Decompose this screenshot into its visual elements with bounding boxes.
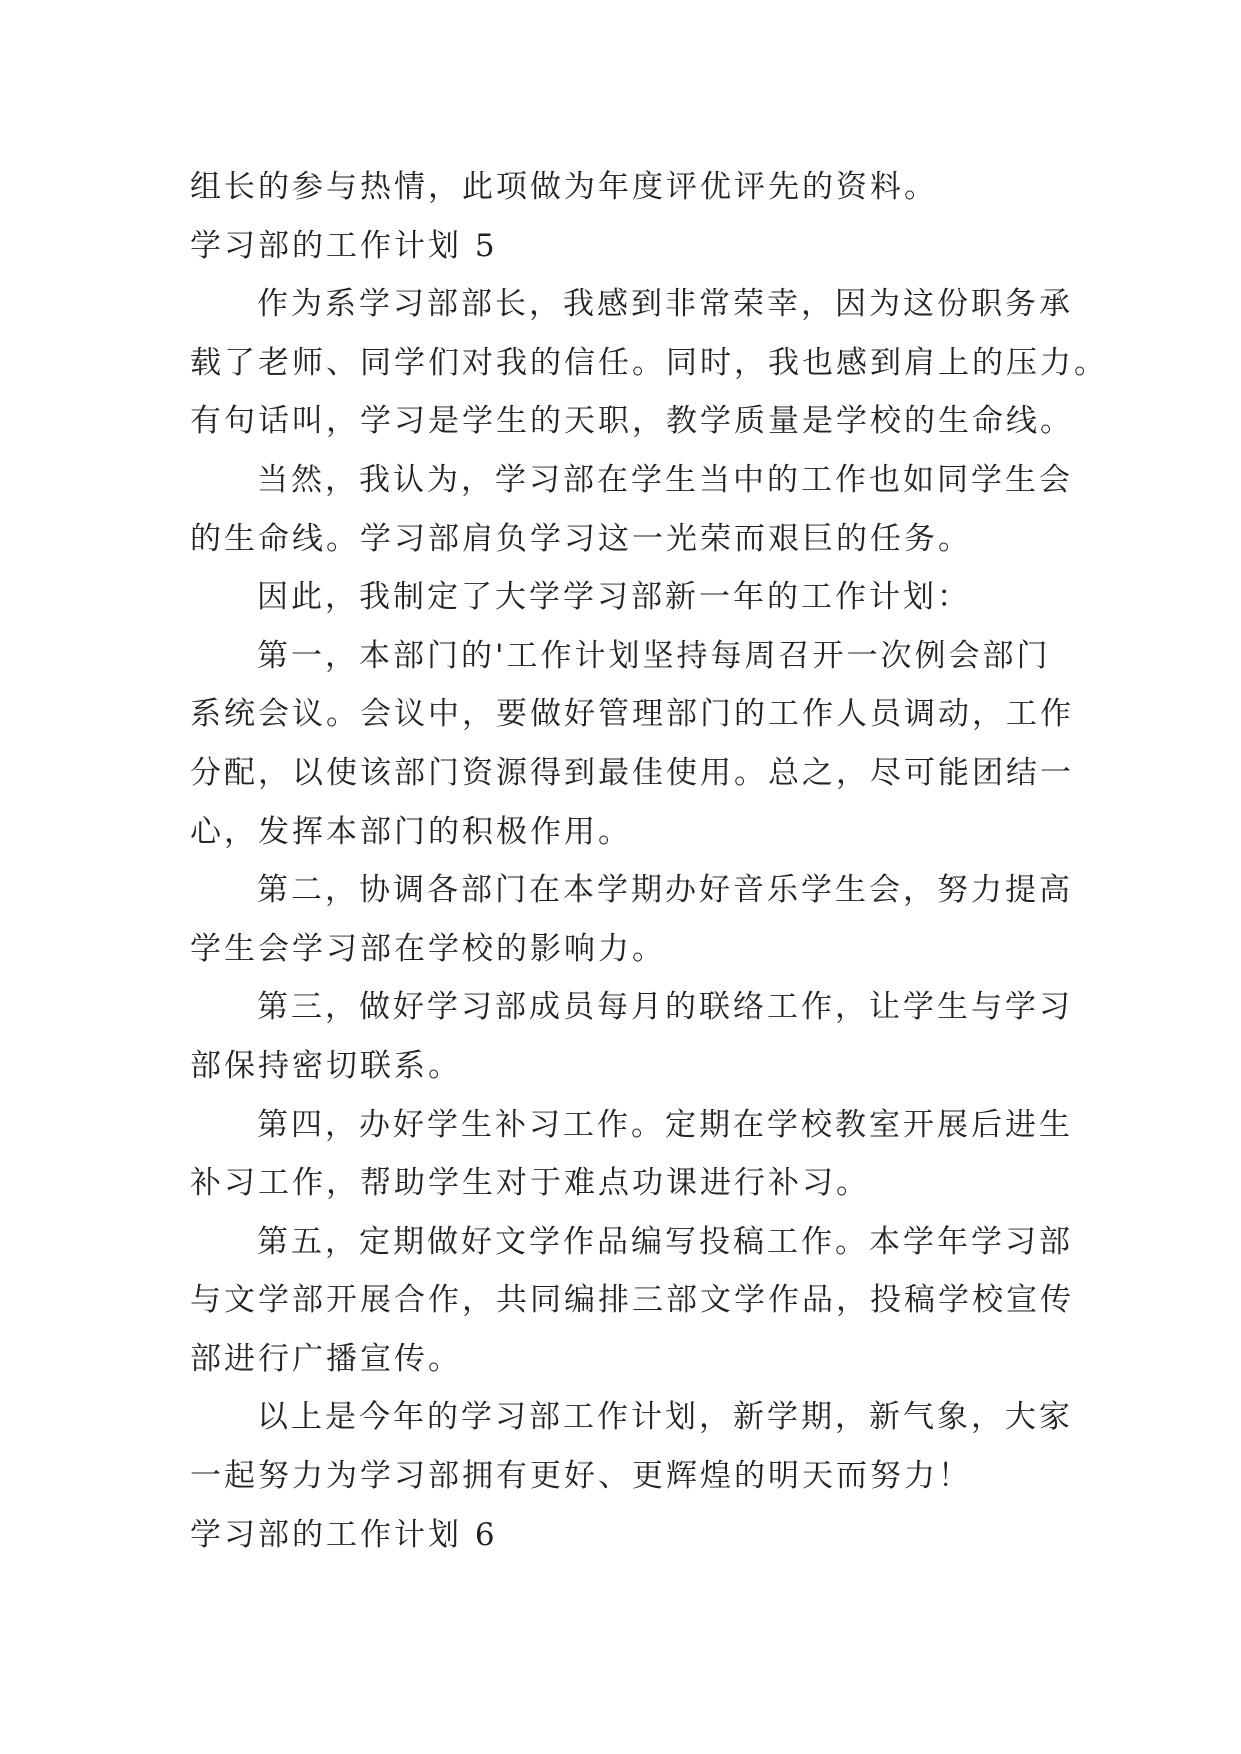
text-line: 与文学部开展合作，共同编排三部文学作品，投稿学校宣传 <box>190 1282 1074 1319</box>
text-line: 的生命线。学习部肩负学习这一光荣而艰巨的任务。 <box>190 520 972 557</box>
paragraph-start-line: 作为系学习部部长，我感到非常荣幸，因为这份职务承 <box>257 286 1073 323</box>
text-line: 部保持密切联系。 <box>190 1047 462 1084</box>
paragraph-start-line: 第三，做好学习部成员每月的联络工作，让学生与学习 <box>257 989 1073 1026</box>
text-line: 组长的参与热情，此项做为年度评优评先的资料。 <box>190 169 938 205</box>
paragraph-start-line: 第二，协调各部门在本学期办好音乐学生会，努力提高 <box>257 872 1073 909</box>
text-line: 心，发挥本部门的积极作用。 <box>190 813 632 850</box>
paragraph-start-line: 当然，我认为，学习部在学生当中的工作也如同学生会 <box>257 461 1073 498</box>
section-heading: 学习部的工作计划 6 <box>190 1516 498 1553</box>
text-line: 补习工作，帮助学生对于难点功课进行补习。 <box>190 1165 870 1202</box>
text-line: 一起努力为学习部拥有更好、更辉煌的明天而努力！ <box>190 1458 972 1495</box>
text-line: 分配，以使该部门资源得到最佳使用。总之，尽可能团结一 <box>190 754 1074 791</box>
text-line: 系统会议。会议中，要做好管理部门的工作人员调动，工作 <box>190 696 1074 733</box>
text-line: 载了老师、同学们对我的信任。同时，我也感到肩上的压力。 <box>190 344 1108 381</box>
paragraph-start-line: 第五，定期做好文学作品编写投稿工作。本学年学习部 <box>257 1223 1073 1260</box>
text-line: 部进行广播宣传。 <box>190 1340 462 1377</box>
document-body <box>190 158 1108 1564</box>
section-heading: 学习部的工作计划 5 <box>190 227 498 264</box>
paragraph-start-line: 因此，我制定了大学学习部新一年的工作计划： <box>257 579 971 616</box>
paragraph-start-line: 以上是今年的学习部工作计划，新学期，新气象，大家 <box>257 1399 1073 1436</box>
paragraph-start-line: 第一，本部门的'工作计划坚持每周召开一次例会部门 <box>257 637 1051 674</box>
paragraph-start-line: 第四，办好学生补习工作。定期在学校教室开展后进生 <box>257 1106 1073 1143</box>
text-line: 有句话叫，学习是学生的天职，教学质量是学校的生命线。 <box>190 403 1074 440</box>
text-line: 学生会学习部在学校的影响力。 <box>190 930 666 967</box>
